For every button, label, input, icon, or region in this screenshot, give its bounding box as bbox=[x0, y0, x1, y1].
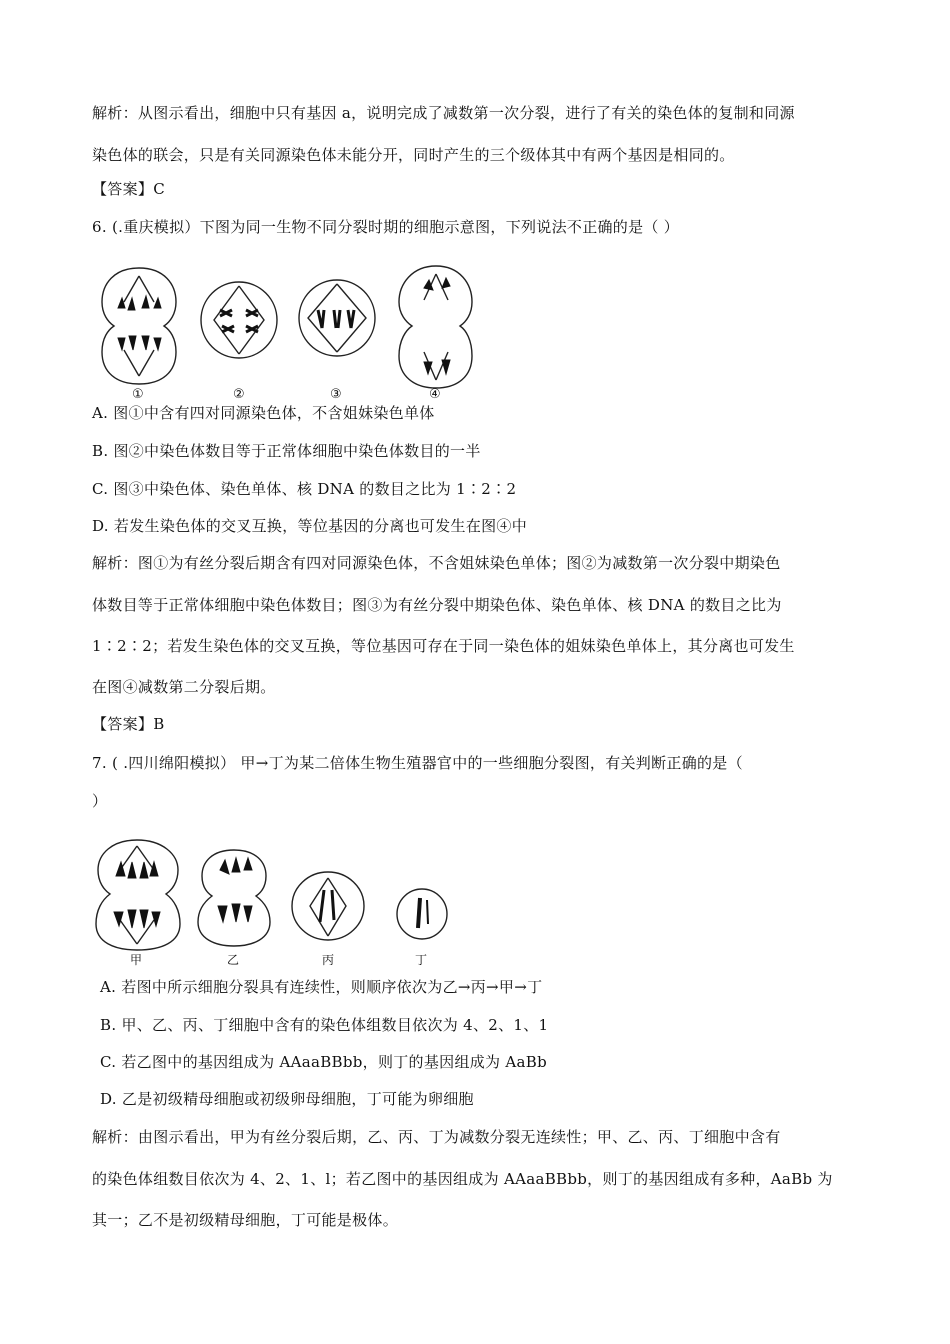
q6-cell3 bbox=[299, 280, 375, 356]
q6-analysis-line3: 1∶2∶2；若发生染色体的交叉互换，等位基因可存在于同一染色体的姐妹染色单体上，其分离也可发生 bbox=[92, 637, 795, 655]
q6-figure-label-2: ② bbox=[233, 387, 245, 402]
q7-cell-bing bbox=[292, 872, 364, 940]
q7-figure bbox=[92, 836, 452, 968]
q7-analysis-line2: 的染色体组数目依次为 4、2、1、l；若乙图中的基因组成为 AAaaBBbb，则丁的基因组成有多种，AaBb 为 bbox=[92, 1170, 833, 1188]
q7-cell-jia bbox=[96, 840, 180, 950]
q6-figure-label-4: ④ bbox=[429, 387, 441, 402]
answer5: 【答案】C bbox=[92, 180, 165, 198]
analysis5-line2: 染色体的联会，只是有关同源染色体未能分开，同时产生的三个级体其中有两个基因是相同的。 bbox=[92, 146, 735, 164]
q6-cell4 bbox=[399, 266, 472, 388]
q6-analysis-line2: 体数目等于正常体细胞中染色体数目；图③为有丝分裂中期染色体、染色单体、核 DNA 的数目之比为 bbox=[92, 596, 782, 614]
q6-cell1 bbox=[102, 268, 176, 384]
q7-figure-label-yi: 乙 bbox=[227, 953, 240, 967]
q6-analysis-line1: 解析：图①为有丝分裂后期含有四对同源染色体，不含姐妹染色单体；图②为减数第一次分裂中期染色 bbox=[92, 554, 781, 572]
q6-figure-label-1: ① bbox=[132, 387, 144, 402]
q6-option-d: D. 若发生染色体的交叉互换，等位基因的分离也可发生在图④中 bbox=[92, 517, 528, 535]
q7-figure-label-jia: 甲 bbox=[130, 953, 143, 967]
q7-option-a: A. 若图中所示细胞分裂具有连续性，则顺序依次为乙→丙→甲→丁 bbox=[100, 978, 543, 996]
q7-figure-label-bing: 丙 bbox=[322, 953, 335, 967]
q6-option-a: A. 图①中含有四对同源染色体，不含姐妹染色单体 bbox=[92, 404, 435, 422]
q7-analysis-line1: 解析：由图示看出，甲为有丝分裂后期，乙、丙、丁为减数分裂无连续性；甲、乙、丙、丁细胞中含有 bbox=[92, 1128, 781, 1146]
q7-stem-line1: 7. ( .四川绵阳模拟） 甲→丁为某二倍体生物生殖器官中的一些细胞分裂图，有关判断正确的是（ bbox=[92, 754, 743, 772]
q6-answer: 【答案】B bbox=[92, 715, 165, 733]
q7-stem-line2: ） bbox=[92, 792, 108, 810]
analysis5-line1: 解析：从图示看出，细胞中只有基因 a，说明完成了减数第一次分裂，进行了有关的染色体的复制和同源 bbox=[92, 104, 795, 122]
q6-option-b: B. 图②中染色体数目等于正常体细胞中染色体数目的一半 bbox=[92, 442, 481, 460]
q7-analysis-line3: 其一；乙不是初级精母细胞，丁可能是极体。 bbox=[92, 1211, 399, 1229]
q6-cell2 bbox=[201, 282, 277, 358]
q7-option-c: C. 若乙图中的基因组成为 AAaaBBbb，则丁的基因组成为 AaBb bbox=[100, 1053, 548, 1071]
q6-figure-label-3: ③ bbox=[330, 387, 342, 402]
q6-figure bbox=[96, 262, 486, 402]
q7-option-b: B. 甲、乙、丙、丁细胞中含有的染色体组数目依次为 4、2、1、1 bbox=[100, 1016, 549, 1034]
q7-cell-ding bbox=[397, 889, 447, 939]
q6-stem: 6. (.重庆模拟）下图为同一生物不同分裂时期的细胞示意图，下列说法不正确的是（ ） bbox=[92, 218, 680, 236]
q7-figure-label-ding: 丁 bbox=[415, 953, 428, 967]
q6-option-c: C. 图③中染色体、染色单体、核 DNA 的数目之比为 1∶2∶2 bbox=[92, 480, 517, 498]
q6-analysis-line4: 在图④减数第二分裂后期。 bbox=[92, 678, 276, 696]
q7-option-d: D. 乙是初级精母细胞或初级卵母细胞，丁可能为卵细胞 bbox=[100, 1090, 474, 1108]
